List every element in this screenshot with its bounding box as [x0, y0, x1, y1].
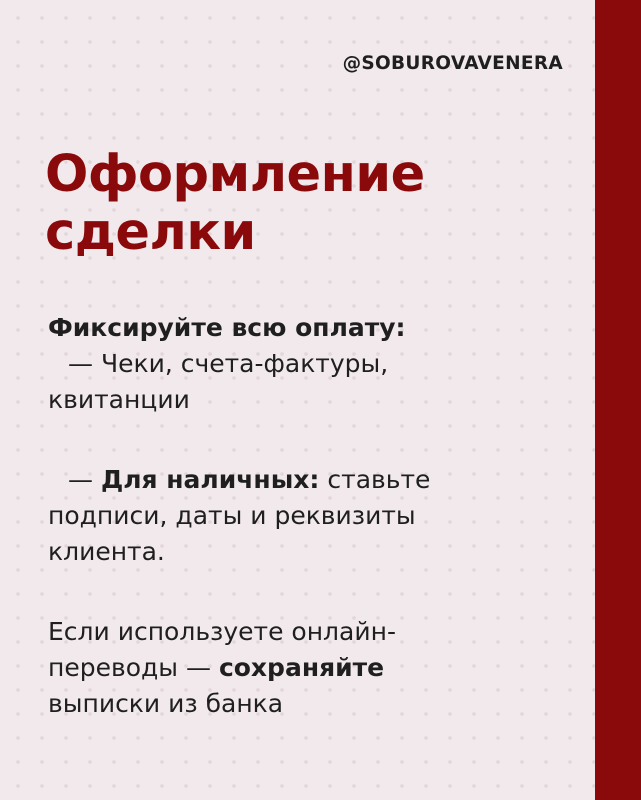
author-handle: @SOBUROVAVENERA [342, 53, 563, 74]
spacer [48, 570, 548, 614]
spacer [48, 418, 548, 462]
side-accent-stripe [595, 0, 641, 800]
section2-line-2: подписи, даты и реквизиты [48, 501, 416, 530]
section2-bold-label: Для наличных: [100, 465, 320, 494]
section2-dash: — [68, 465, 101, 494]
section2-line-3: клиента. [48, 537, 165, 566]
section3-line-1: Если используете онлайн- [48, 617, 396, 646]
section2-line-1 [48, 462, 548, 498]
section3-bold: сохраняйте [218, 653, 385, 682]
title-line-1: Оформление [45, 145, 425, 204]
section1-item-line-2: квитанции [48, 385, 190, 414]
section3-line-3: выписки из банка [48, 689, 284, 718]
content-body [48, 310, 548, 722]
section1-heading [48, 310, 548, 346]
section3-prefix: переводы — [48, 653, 219, 682]
title-line-2: сделки [45, 203, 256, 262]
section1-heading-text: Фиксируйте всю оплату: [48, 313, 406, 342]
page-title [45, 146, 425, 262]
section3-line-2 [48, 650, 548, 686]
section1-item-line-1: — Чеки, счета-фактуры, [68, 349, 389, 378]
section2-rest: ставьте [319, 465, 431, 494]
